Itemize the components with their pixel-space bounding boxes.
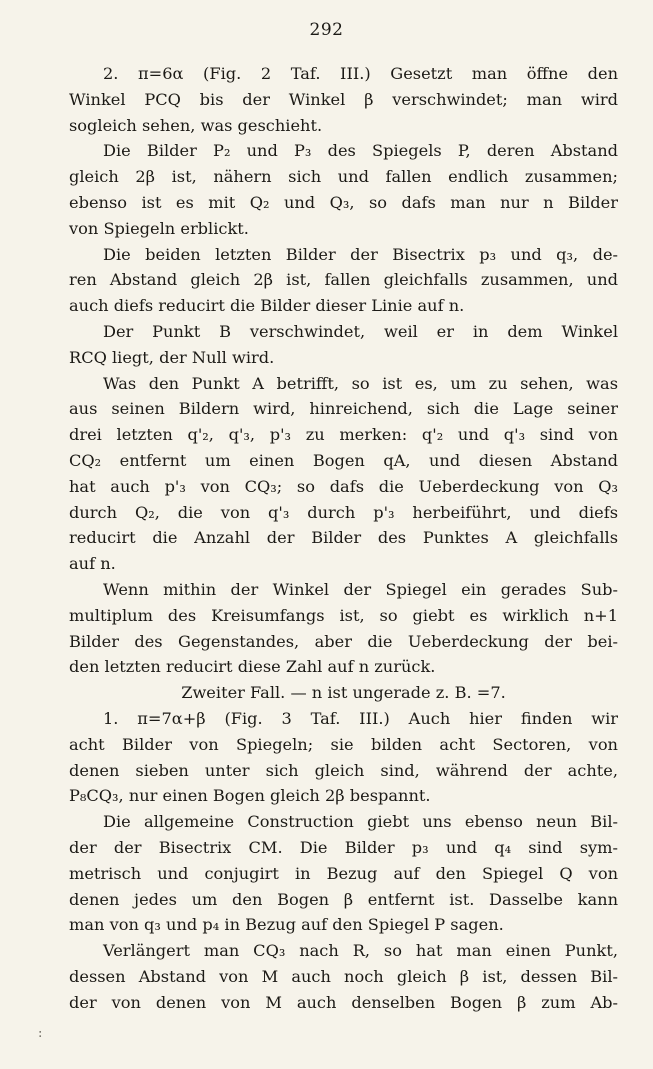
- text-line: sogleich sehen, was geschieht.: [69, 115, 323, 135]
- text-line: P₈CQ₃, nur einen Bogen gleich 2β bespannt.: [69, 786, 431, 806]
- text-line: metrisch und conjugirt in Bezug auf den Spiegel Q von: [69, 863, 618, 883]
- text-line: durch Q₂, die von q'₃ durch p'₃ herbeiführt, und diefs: [69, 502, 618, 522]
- text-line: man von q₃ und p₄ in Bezug auf den Spiegel P sagen.: [69, 915, 504, 935]
- text-line: acht Bilder von Spiegeln; sie bilden acht Sectoren, von: [69, 734, 618, 754]
- text-line: Zweiter Fall. — n ist ungerade z. B. =7.: [181, 683, 506, 703]
- text-line: Verlängert man CQ₃ nach R, so hat man einen Punkt,: [103, 941, 618, 961]
- text-line: Der Punkt B verschwindet, weil er in dem Winkel: [103, 321, 618, 341]
- text-line: denen jedes um den Bogen β entfernt ist. Dasselbe kann: [69, 889, 618, 909]
- text-line: Winkel PCQ bis der Winkel β verschwindet; man wird: [69, 89, 618, 109]
- text-line: 1. π=7α+β (Fig. 3 Taf. III.) Auch hier finden wir: [103, 708, 618, 728]
- text-line: Die Bilder P₂ und P₃ des Spiegels P, deren Abstand: [103, 141, 618, 161]
- text-line: dessen Abstand von M auch noch gleich β ist, dessen Bil-: [69, 966, 618, 986]
- text-line: gleich 2β ist, nähern sich und fallen endlich zusammen;: [69, 167, 618, 187]
- text-line: hat auch p'₃ von CQ₃; so dafs die Ueberdeckung von Q₃: [69, 476, 618, 496]
- text-line: den letzten reducirt diese Zahl auf n zurück.: [69, 657, 436, 677]
- text-line: auf n.: [69, 554, 116, 574]
- text-line: multiplum des Kreisumfangs ist, so giebt es wirklich n+1: [69, 605, 618, 625]
- text-line: Bilder des Gegenstandes, aber die Ueberdeckung der bei-: [69, 631, 618, 651]
- text-line: reducirt die Anzahl der Bilder des Punktes A gleichfalls: [69, 528, 618, 548]
- text-line: ebenso ist es mit Q₂ und Q₃, so dafs man nur n Bilder: [69, 192, 618, 212]
- text-line: RCQ liegt, der Null wird.: [69, 347, 275, 367]
- text-line: der von denen von M auch denselben Bogen β zum Ab-: [69, 992, 618, 1012]
- text-line: denen sieben unter sich gleich sind, während der achte,: [69, 760, 618, 780]
- text-line: 2. π=6α (Fig. 2 Taf. III.) Gesetzt man öffne den: [103, 64, 618, 83]
- text-line: der der Bisectrix CM. Die Bilder p₃ und q₄ sind sym-: [69, 837, 618, 857]
- text-line: auch diefs reducirt die Bilder dieser Linie auf n.: [69, 296, 465, 316]
- text-line: drei letzten q'₂, q'₃, p'₃ zu merken: q'₂ und q'₃ sind von: [69, 425, 618, 445]
- body-text: [69, 61, 618, 1015]
- gutter-mark: :: [38, 1026, 43, 1041]
- text-line: Die beiden letzten Bilder der Bisectrix p₃ und q₃, de-: [103, 244, 618, 264]
- text-line: ren Abstand gleich 2β ist, fallen gleichfalls zusammen, und: [69, 270, 618, 290]
- text-line: Wenn mithin der Winkel der Spiegel ein gerades Sub-: [103, 579, 618, 599]
- text-line: Die allgemeine Construction giebt uns ebenso neun Bil-: [103, 812, 618, 832]
- text-line: aus seinen Bildern wird, hinreichend, sich die Lage seiner: [69, 399, 618, 419]
- text-line: Was den Punkt A betrifft, so ist es, um zu sehen, was: [103, 373, 618, 393]
- text-line: von Spiegeln erblickt.: [69, 218, 249, 238]
- page-number: 292: [309, 20, 344, 40]
- text-line: CQ₂ entfernt um einen Bogen qA, und diesen Abstand: [69, 450, 618, 470]
